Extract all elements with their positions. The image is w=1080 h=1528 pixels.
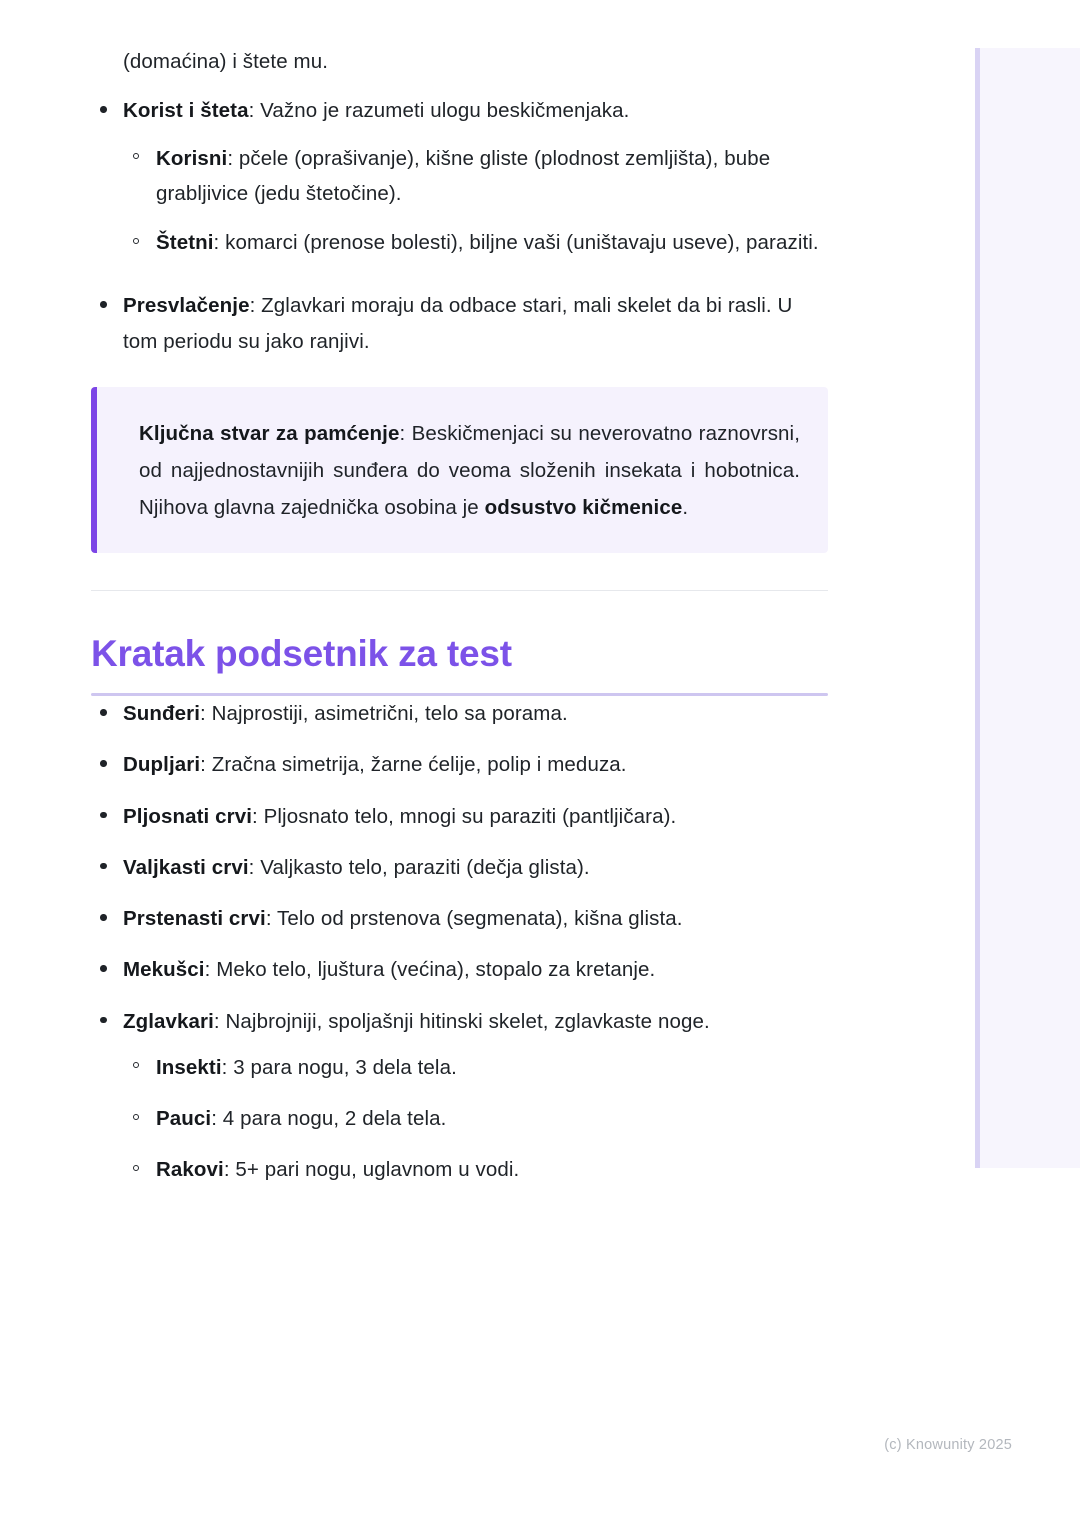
- sub-bullet-text: : pčele (oprašivanje), kišne gliste (plodnost zemljišta), bube grabljivice (jedu štetočine).: [156, 146, 771, 205]
- page-title: Kratak podsetnik za test: [91, 632, 512, 674]
- sub-bullet-term: Insekti: [156, 1055, 222, 1079]
- callout-paragraph: [139, 415, 800, 527]
- section-divider: [91, 590, 828, 591]
- sub-bullet-text: : komarci (prenose bolesti), biljne vaši (uništavaju useve), paraziti.: [213, 231, 819, 254]
- bullet-text: : Važno je razumeti ulogu beskičmenjaka.: [248, 99, 630, 123]
- list-item: [90, 288, 828, 359]
- list-item: [90, 747, 828, 782]
- key-takeaway-callout: [91, 387, 828, 553]
- list-item: [90, 696, 828, 731]
- sub-bullet-text: : 4 para nogu, 2 dela tela.: [211, 1107, 447, 1131]
- top-bullet-list: [90, 93, 828, 359]
- list-item: [90, 93, 828, 260]
- sub-bullet-term: Pauci: [156, 1107, 212, 1131]
- bullet-text: : Najprostiji, asimetrični, telo sa porama.: [200, 702, 568, 726]
- bullet-term: Korist i šteta: [123, 99, 249, 123]
- bullet-text: : Valjkasto telo, paraziti (dečja glista).: [248, 855, 590, 879]
- callout-term: Ključna stvar za pamćenje: [139, 421, 400, 445]
- sub-bullet-term: Štetni: [156, 231, 214, 254]
- list-item: [123, 1152, 828, 1187]
- bullet-term: Sunđeri: [123, 702, 201, 726]
- sub-bullet-text: : 3 para nogu, 3 dela tela.: [221, 1055, 457, 1079]
- list-item: [90, 1004, 828, 1188]
- list-item: [90, 952, 828, 987]
- bullet-text: : Pljosnato telo, mnogi su paraziti (pantljičara).: [252, 804, 677, 828]
- bullet-term: Mekušci: [123, 958, 205, 982]
- list-item: [123, 1101, 828, 1136]
- list-item: [90, 850, 828, 885]
- spacer: [90, 276, 828, 288]
- bullet-text: : Meko telo, ljuštura (većina), stopalo za kretanje.: [204, 958, 656, 982]
- bullet-text: : Najbrojniji, spoljašnji hitinski skelet, zglavkaste noge.: [213, 1009, 710, 1033]
- bullet-term: Prstenasti crvi: [123, 907, 266, 931]
- callout-text-2: .: [682, 496, 689, 520]
- bullet-text: : Zračna simetrija, žarne ćelije, polip i meduza.: [200, 753, 627, 777]
- bullet-term: Pljosnati crvi: [123, 804, 253, 828]
- bullet-text: : Zglavkari moraju da odbace stari, mali skelet da bi rasli. U tom periodu su jako ranjivi.: [123, 294, 793, 353]
- sub-bullet-term: Rakovi: [156, 1158, 224, 1182]
- continuation-paragraph: (domaćina) i štete mu.: [123, 50, 328, 73]
- list-item: [123, 141, 828, 212]
- sub-bullet-list: [123, 141, 828, 261]
- bullet-term: Dupljari: [123, 753, 201, 777]
- bullet-term: Valjkasti crvi: [123, 855, 249, 879]
- sub-bullet-list: [123, 1050, 828, 1188]
- list-item: [123, 1050, 828, 1085]
- document-content: [90, 44, 828, 1188]
- sub-bullet-term: Korisni: [156, 146, 228, 170]
- sub-bullet-text: : 5+ pari nogu, uglavnom u vodi.: [223, 1158, 520, 1182]
- footer-credit: (c) Knowunity 2025: [884, 1437, 1012, 1453]
- list-item: [90, 901, 828, 936]
- bullet-term: Presvlačenje: [123, 294, 250, 318]
- callout-emphasis: odsustvo kičmenice: [484, 496, 683, 520]
- bullet-text: : Telo od prstenova (segmenata), kišna glista.: [265, 907, 683, 931]
- bullet-term: Zglavkari: [123, 1009, 214, 1033]
- summary-bullet-list: [90, 696, 828, 1188]
- list-item: [123, 225, 828, 260]
- callout-text-1: : Beskičmenjaci su neverovatno raznovrsni, od najjednostavnijih sunđera do veoma složenih insekata i hobotnica. Njihova glavna zajednička osobina je: [139, 421, 800, 520]
- list-item: [90, 799, 828, 834]
